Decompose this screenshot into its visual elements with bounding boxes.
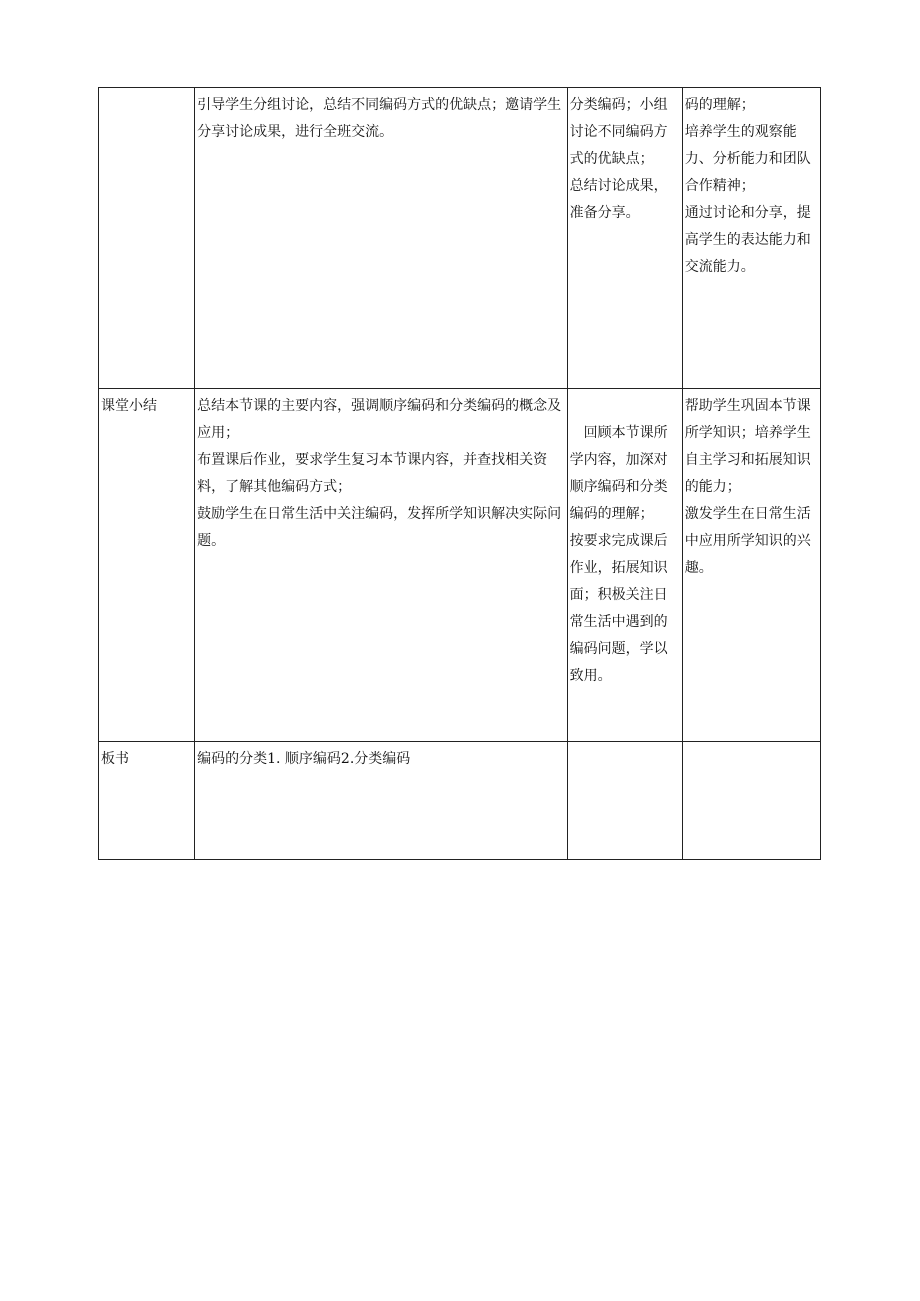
lesson-plan-table xyxy=(98,87,821,860)
stage-label: 课堂小结 xyxy=(101,398,157,414)
design-intent-cell xyxy=(682,742,820,860)
student-activity-cell xyxy=(567,88,682,389)
teacher-activity-line: 鼓励学生在日常生活中关注编码，发挥所学知识解决实际问题。 xyxy=(197,506,562,549)
design-intent-line: 培养学生的观察能力、分析能力和团队合作精神； xyxy=(684,124,811,194)
teacher-activity-cell xyxy=(195,88,568,389)
student-activity-cell xyxy=(567,742,682,860)
stage-label-cell xyxy=(99,742,195,860)
teacher-activity-cell xyxy=(195,389,568,742)
stage-label-cell xyxy=(99,389,195,742)
teacher-activity-line: 布置课后作业，要求学生复习本节课内容，并查找相关资料，了解其他编码方式； xyxy=(197,452,548,495)
teacher-activity-line: 引导学生分组讨论，总结不同编码方式的优缺点；邀请学生分享讨论成果，进行全班交流。 xyxy=(197,97,562,140)
design-intent-line: 帮助学生巩固本节课所学知识；培养学生自主学习和拓展知识的能力； xyxy=(684,398,811,495)
teacher-activity-line: 总结本节课的主要内容，强调顺序编码和分类编码的概念及应用； xyxy=(197,398,562,441)
design-intent-line: 通过讨论和分享，提高学生的表达能力和交流能力。 xyxy=(684,205,811,275)
design-intent-cell xyxy=(682,389,820,742)
design-intent-line: 激发学生在日常生活中应用所学知识的兴趣。 xyxy=(684,506,811,576)
table-row xyxy=(99,742,821,860)
student-activity-line: 按要求完成课后作业，拓展知识面；积极关注日常生活中遇到的编码问题，学以致用。 xyxy=(569,533,668,684)
stage-label-cell xyxy=(99,88,195,389)
table-row xyxy=(99,88,821,389)
blackboard-content: 编码的分类1. 顺序编码2.分类编码 xyxy=(197,751,411,767)
student-activity-line: 总结讨论成果，准备分享。 xyxy=(569,178,668,221)
blackboard-content-cell xyxy=(195,742,568,860)
student-activity-line: 分类编码；小组讨论不同编码方式的优缺点； xyxy=(569,97,668,167)
student-activity-line: 回顾本节课所学内容，加深对顺序编码和分类编码的理解； xyxy=(569,425,668,522)
table-row xyxy=(99,389,821,742)
design-intent-cell xyxy=(682,88,820,389)
stage-label: 板书 xyxy=(101,751,129,767)
student-activity-cell xyxy=(567,389,682,742)
design-intent-line: 码的理解； xyxy=(684,97,755,113)
